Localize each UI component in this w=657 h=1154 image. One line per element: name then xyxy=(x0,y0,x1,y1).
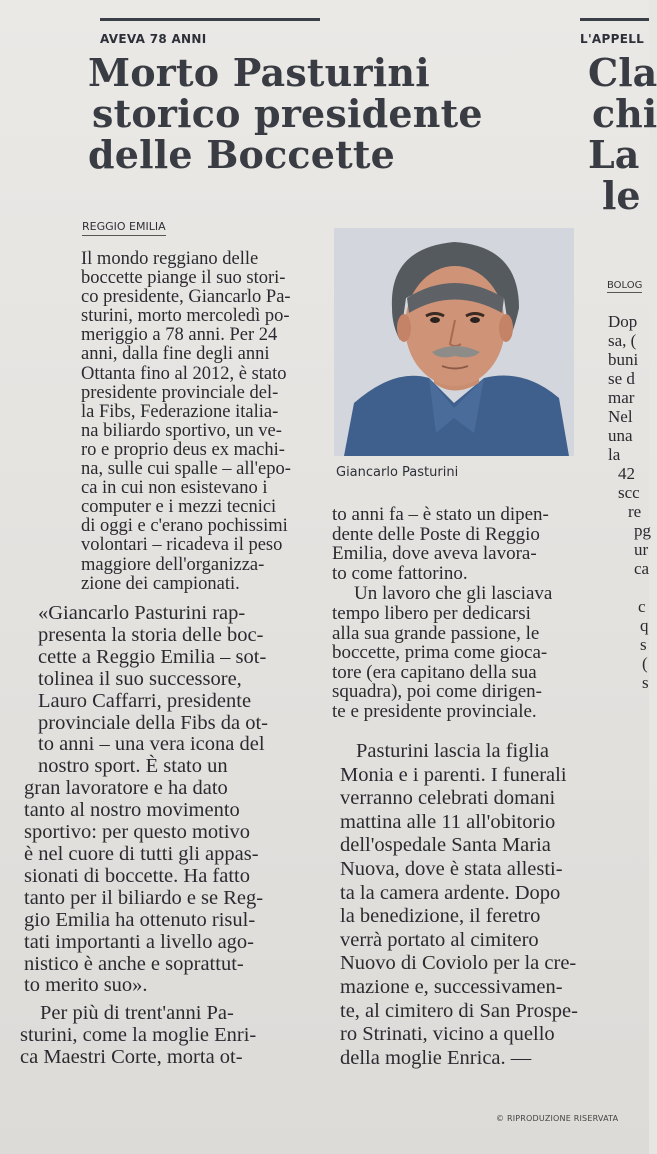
text-line: alla sua grande passione, le xyxy=(332,622,540,644)
adjacent-kicker: L'APPELL xyxy=(580,32,645,46)
text-line: s xyxy=(642,673,649,692)
text-line: sturini, morto mercoledì po- xyxy=(81,306,290,327)
text-line: tore (era capitano della sua xyxy=(332,661,537,683)
text-line: dente delle Poste di Reggio xyxy=(332,523,540,545)
adjacent-headline xyxy=(588,52,657,216)
text-line: «Giancarlo Pasturini rap- xyxy=(38,602,246,624)
text-line: Ottanta fino al 2012, è stato xyxy=(81,363,287,384)
adjacent-headline-line-2: chi xyxy=(592,91,657,136)
article-headline xyxy=(88,52,558,175)
text-line: presidente provinciale del- xyxy=(81,382,279,403)
paragraph-3 xyxy=(20,1003,316,1069)
text-line: verranno celebrati domani xyxy=(340,787,556,810)
text-line: Monia e i parenti. I funerali xyxy=(340,763,567,786)
text-line: ca Maestri Corte, morta ot- xyxy=(20,1046,243,1069)
text-line: buni xyxy=(608,350,639,369)
text-line: tanto al nostro movimento xyxy=(24,799,240,822)
text-line: tanto per il biliardo e se Reg- xyxy=(24,886,264,909)
text-line: ca in cui non esistevano i xyxy=(81,478,268,499)
text-line: ro e proprio deus ex machi- xyxy=(81,439,285,460)
text-line: Lauro Caffarri, presidente xyxy=(38,689,252,712)
text-line: scc xyxy=(618,483,640,502)
text-line: squadra), poi come dirigen- xyxy=(332,681,542,703)
top-rule-right xyxy=(580,18,649,21)
text-line: Dop xyxy=(608,312,638,331)
text-line: ta la camera ardente. Dopo xyxy=(340,881,561,904)
article-column-1-lower xyxy=(20,603,316,1069)
text-line: mar xyxy=(608,388,635,407)
text-line: ca xyxy=(634,559,650,578)
text-line: la xyxy=(608,445,621,464)
article-dateline: REGGIO EMILIA xyxy=(82,220,166,236)
text-line: to come fattorino. xyxy=(332,562,468,584)
top-rule-left xyxy=(100,18,320,21)
paragraph-col2-1 xyxy=(332,505,617,583)
text-line: sturini, come la moglie Enri- xyxy=(20,1024,257,1047)
text-line: nistico è anche e soprattut- xyxy=(24,952,244,975)
text-line: dell'ospedale Santa Maria xyxy=(340,834,551,857)
adjacent-dateline: BOLOG xyxy=(607,280,643,291)
text-line: sportivo: per questo motivo xyxy=(24,821,251,844)
text-line: na biliardo sportivo, un ve- xyxy=(81,420,282,441)
text-line: Pasturini lascia la figlia xyxy=(356,740,549,762)
adjacent-headline-line-1: Cla xyxy=(588,50,657,95)
text-line: boccette, prima come gioca- xyxy=(332,642,548,664)
text-line: cette a Reggio Emilia – sot- xyxy=(38,645,267,668)
photo-caption: Giancarlo Pasturini xyxy=(336,465,459,480)
portrait-illustration xyxy=(334,228,574,456)
article-column-2-lower xyxy=(340,740,630,1070)
text-line: Un lavoro che gli lasciava xyxy=(354,583,553,605)
text-line: re xyxy=(628,502,642,521)
text-line: c xyxy=(638,597,646,616)
adjacent-column xyxy=(608,312,649,692)
portrait-photo xyxy=(334,228,574,456)
text-line: to anni – una vera icona del xyxy=(38,733,265,756)
text-line: della moglie Enrica. — xyxy=(340,1046,532,1069)
text-line: s xyxy=(640,635,647,654)
text-line: te e presidente provinciale. xyxy=(332,700,537,722)
text-line: Nuova, dove è stata allesti- xyxy=(340,857,563,880)
text-line: tempo libero per dedicarsi xyxy=(332,602,531,624)
text-line: Emilia, dove aveva lavora- xyxy=(332,543,537,565)
text-line: to anni fa – è stato un dipen- xyxy=(332,504,549,525)
text-line: gran lavoratore e ha dato xyxy=(24,777,228,800)
copyright-note: © RIPRODUZIONE RISERVATA xyxy=(496,1114,619,1123)
paragraph-2-cont xyxy=(20,778,316,997)
text-line: nostro sport. È stato un xyxy=(38,755,228,778)
text-line: to merito suo». xyxy=(24,974,148,997)
text-line: la Fibs, Federazione italia- xyxy=(81,401,279,422)
headline-line-3: delle Boccette xyxy=(88,132,396,177)
headline-line-1: Morto Pasturini xyxy=(88,50,430,95)
adjacent-headline-line-3: La xyxy=(588,132,640,177)
text-line: mattina alle 11 all'obitorio xyxy=(340,810,556,833)
headline-line-2: storico presidente xyxy=(92,91,483,136)
text-line: Per più di trent'anni Pa- xyxy=(40,1002,234,1025)
paragraph-col2-2-cont xyxy=(332,604,617,722)
text-line: ( xyxy=(642,654,648,673)
text-line: gio Emilia ha ottenuto risul- xyxy=(24,908,256,931)
text-line: di oggi e c'erano pochissimi xyxy=(81,516,288,537)
text-line: ur xyxy=(634,540,649,559)
text-line: ro Strinati, vicino a quello xyxy=(340,1023,555,1046)
paragraph-2 xyxy=(20,603,316,778)
text-line: tolinea il suo successore, xyxy=(38,667,242,690)
text-line: co presidente, Giancarlo Pa- xyxy=(81,287,291,308)
text-line: pg xyxy=(634,521,651,540)
text-line: volontari – ricadeva il peso xyxy=(81,535,283,556)
article-column-1 xyxy=(81,250,311,594)
text-line: mazione e, successivamen- xyxy=(340,975,563,998)
text-line: è nel cuore di tutti gli appas- xyxy=(24,842,259,865)
text-line: anni, dalla fine degli anni xyxy=(81,344,270,365)
text-line: meriggio a 78 anni. Per 24 xyxy=(81,325,278,346)
text-line: te, al cimitero di San Prospe- xyxy=(340,999,578,1022)
text-line: una xyxy=(608,426,633,445)
text-line: q xyxy=(640,616,649,635)
text-line: na, sulle cui spalle – all'epo- xyxy=(81,459,291,480)
text-line: boccette piange il suo stori- xyxy=(81,268,286,289)
paragraph-1 xyxy=(81,250,311,594)
text-line xyxy=(608,578,649,597)
text-line: la benedizione, il feretro xyxy=(340,905,541,928)
text-line: Nel xyxy=(608,407,633,426)
article-column-2 xyxy=(332,505,617,722)
text-line: 42 xyxy=(618,464,635,483)
text-line: verrà portato al cimitero xyxy=(340,928,539,951)
text-line: Il mondo reggiano delle xyxy=(81,249,259,269)
text-line: maggiore dell'organizza- xyxy=(81,554,265,575)
text-line: provinciale della Fibs da ot- xyxy=(38,711,268,734)
text-line: presenta la storia delle boc- xyxy=(38,623,264,646)
text-line: se d xyxy=(608,369,635,388)
adjacent-headline-line-4: le xyxy=(602,173,641,218)
text-line: tati importanti a livello ago- xyxy=(24,930,254,953)
text-line: zione dei campionati. xyxy=(81,573,240,594)
text-line: computer e i mezzi tecnici xyxy=(81,497,277,518)
text-line: sionati di boccette. Ha fatto xyxy=(24,864,250,887)
article-kicker: AVEVA 78 ANNI xyxy=(100,32,207,46)
text-line: sa, ( xyxy=(608,331,637,350)
paragraph-col2-2 xyxy=(332,584,617,604)
paragraph-col2-3 xyxy=(340,740,630,1070)
text-line: Nuovo di Coviolo per la cre- xyxy=(340,952,577,975)
